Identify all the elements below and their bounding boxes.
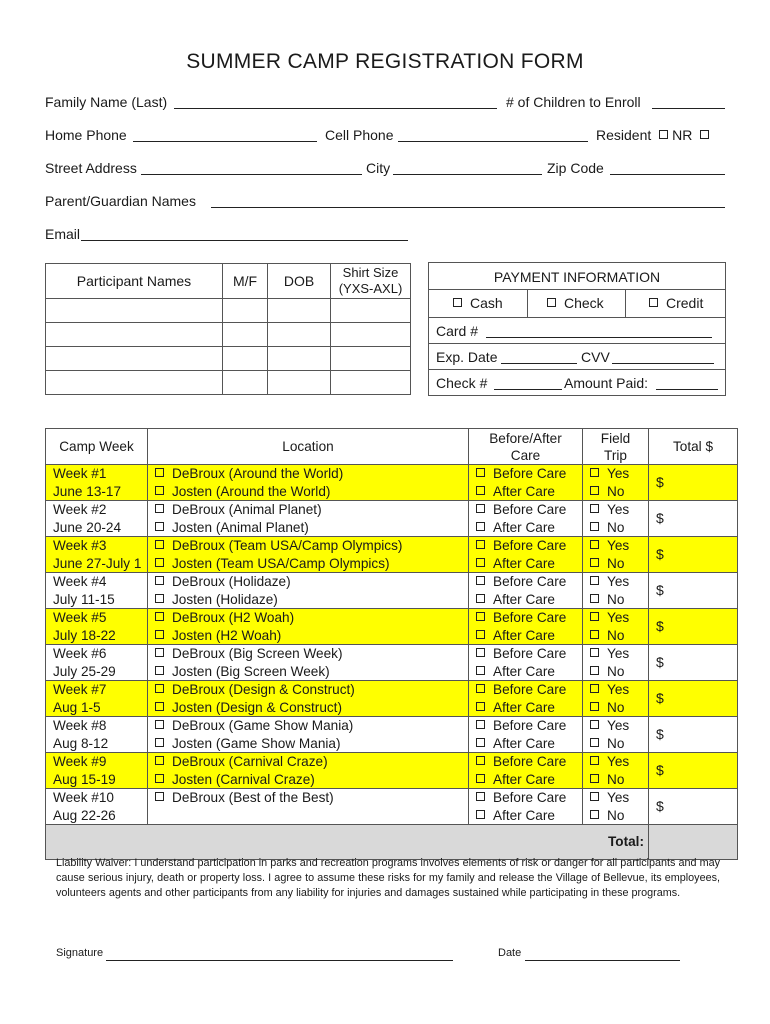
exp-field[interactable]: [501, 363, 577, 364]
zip-label: Zip Code: [547, 160, 604, 176]
col-camp-week: Camp Week: [46, 429, 148, 465]
field-trip-yes[interactable]: Yes: [590, 574, 629, 589]
check-row: [429, 369, 725, 396]
field-trip-yes[interactable]: Yes: [590, 502, 629, 517]
week-dates: July 18-22: [53, 627, 116, 643]
cell-phone-field[interactable]: [398, 141, 588, 142]
care-cell: [469, 501, 583, 537]
location-cell: [148, 645, 469, 681]
location-cell: [148, 501, 469, 537]
location-option[interactable]: DeBroux (Team USA/Camp Olympics): [155, 538, 402, 553]
field-trip-yes[interactable]: Yes: [590, 646, 629, 661]
zip-field[interactable]: [610, 174, 725, 175]
participant-row[interactable]: [46, 371, 411, 395]
location-option[interactable]: Josten (Game Show Mania): [155, 736, 340, 751]
col-location: Location: [148, 429, 469, 465]
week-label: Week #4: [53, 574, 107, 589]
cvv-field[interactable]: [612, 363, 714, 364]
week-total-cell[interactable]: [649, 465, 738, 501]
after-care-option[interactable]: After Care: [476, 520, 555, 535]
location-option[interactable]: Josten (Carnival Craze): [155, 772, 315, 787]
check-option[interactable]: Check: [547, 295, 604, 311]
col-mf: M/F: [223, 264, 268, 299]
field-trip-cell: [583, 465, 649, 501]
form-title: SUMMER CAMP REGISTRATION FORM: [186, 50, 584, 73]
location-option[interactable]: Josten (Animal Planet): [155, 520, 309, 535]
street-field[interactable]: [141, 174, 362, 175]
cell-phone-label: Cell Phone: [325, 127, 394, 143]
after-care-option[interactable]: After Care: [476, 628, 555, 643]
location-cell: [148, 717, 469, 753]
field-trip-no[interactable]: No: [590, 520, 624, 535]
col-dob: DOB: [268, 264, 331, 299]
dollar-sign: $: [656, 797, 664, 814]
field-trip-cell: [583, 573, 649, 609]
location-option[interactable]: DeBroux (Best of the Best): [155, 790, 334, 805]
week-dates: Aug 15-19: [53, 771, 116, 787]
card-field[interactable]: [486, 337, 712, 338]
family-name-label: Family Name (Last): [45, 94, 168, 110]
field-trip-no[interactable]: No: [590, 772, 624, 787]
before-care-option[interactable]: Before Care: [476, 790, 566, 805]
col-participant-names: Participant Names: [46, 264, 223, 299]
field-trip-no[interactable]: No: [590, 592, 624, 607]
field-trip-no[interactable]: No: [590, 736, 624, 751]
location-option[interactable]: DeBroux (Game Show Mania): [155, 718, 353, 733]
card-label: Card #: [436, 323, 479, 339]
street-label: Street Address: [45, 160, 137, 176]
care-cell: [469, 789, 583, 825]
week-label: Week #7: [53, 682, 107, 697]
camp-week-row: [46, 465, 738, 501]
field-trip-cell: [583, 645, 649, 681]
before-care-option[interactable]: Before Care: [476, 646, 566, 661]
before-care-option[interactable]: Before Care: [476, 538, 566, 553]
week-cell: [46, 573, 148, 609]
care-cell: [469, 537, 583, 573]
week-total-cell[interactable]: [649, 753, 738, 789]
cvv-label: CVV: [581, 349, 610, 365]
col-total: Total $: [649, 429, 738, 465]
week-total-cell[interactable]: [649, 501, 738, 537]
field-trip-no[interactable]: No: [590, 664, 624, 679]
week-dates: July 11-15: [53, 591, 115, 607]
field-trip-yes[interactable]: Yes: [590, 790, 629, 805]
care-cell: [469, 645, 583, 681]
camp-week-row: [46, 753, 738, 789]
date-label: Date: [498, 947, 522, 959]
signature-field[interactable]: [106, 960, 453, 961]
week-total-cell[interactable]: [649, 645, 738, 681]
care-cell: [469, 681, 583, 717]
camp-week-row: [46, 645, 738, 681]
after-care-option[interactable]: After Care: [476, 592, 555, 607]
week-label: Week #2: [53, 502, 107, 517]
field-trip-no[interactable]: No: [590, 628, 624, 643]
field-trip-cell: [583, 753, 649, 789]
email-label: Email: [45, 226, 81, 242]
amount-label: Amount Paid:: [564, 375, 649, 391]
field-trip-cell: [583, 501, 649, 537]
after-care-option[interactable]: After Care: [476, 736, 555, 751]
card-row: [429, 317, 725, 344]
before-care-option[interactable]: Before Care: [476, 718, 566, 733]
camp-week-row: [46, 717, 738, 753]
field-trip-yes[interactable]: Yes: [590, 754, 629, 769]
after-care-option[interactable]: After Care: [476, 772, 555, 787]
dollar-sign: $: [656, 761, 664, 778]
camp-week-row: [46, 789, 738, 825]
week-cell: [46, 789, 148, 825]
care-cell: [469, 717, 583, 753]
camp-table: [45, 428, 738, 860]
payment-title: PAYMENT INFORMATION: [493, 269, 661, 285]
home-phone-label: Home Phone: [45, 127, 127, 143]
location-option[interactable]: Josten (Around the World): [155, 484, 330, 499]
after-care-option[interactable]: After Care: [476, 700, 555, 715]
participant-row[interactable]: [46, 323, 411, 347]
col-field-trip: Field Trip: [583, 429, 649, 465]
guardian-field[interactable]: [211, 207, 725, 208]
after-care-option[interactable]: After Care: [476, 808, 555, 823]
week-dates: June 20-24: [53, 519, 122, 535]
week-cell: [46, 717, 148, 753]
nr-label: NR: [672, 127, 693, 143]
dollar-sign: $: [656, 473, 664, 490]
field-trip-yes[interactable]: Yes: [590, 466, 629, 481]
dollar-sign: $: [656, 617, 664, 634]
field-trip-cell: [583, 537, 649, 573]
city-field[interactable]: [393, 174, 542, 175]
liability-waiver: Liability Waiver: I understand participation in parks and recreation programs involves elements of risk or danger for all participants and may cause serious injury, death or property loss. I agree to assume these risks for my family and release the Village of Bellevue, its employees, volunteers agents and other participants from any liability for injuries and damages sustained while participating in these programs.: [56, 857, 720, 899]
location-option[interactable]: DeBroux (H2 Woah): [155, 610, 294, 625]
payment-methods: [429, 289, 725, 318]
week-total-cell[interactable]: [649, 537, 738, 573]
shirt-size-range: (YXS-AXL): [338, 281, 403, 296]
week-label: Week #1: [53, 466, 107, 481]
camp-week-row: [46, 573, 738, 609]
exp-row: [429, 343, 725, 370]
total-label: Total:: [46, 825, 649, 860]
week-total-cell[interactable]: [649, 717, 738, 753]
week-dates: June 13-17: [53, 483, 122, 499]
check-no-label: Check #: [436, 375, 488, 391]
week-cell: [46, 609, 148, 645]
children-label: # of Children to Enroll: [506, 94, 641, 110]
location-cell: [148, 537, 469, 573]
week-dates: Aug 22-26: [53, 807, 116, 823]
week-cell: [46, 753, 148, 789]
camp-week-row: [46, 681, 738, 717]
resident-label: Resident: [596, 127, 652, 143]
before-care-option[interactable]: Before Care: [476, 754, 566, 769]
location-option[interactable]: Josten (H2 Woah): [155, 628, 281, 643]
location-cell: [148, 681, 469, 717]
dollar-sign: $: [656, 653, 664, 670]
week-total-cell[interactable]: [649, 573, 738, 609]
participants-table: [45, 263, 411, 395]
before-care-option[interactable]: Before Care: [476, 574, 566, 589]
week-cell: [46, 681, 148, 717]
dollar-sign: $: [656, 689, 664, 706]
week-cell: [46, 465, 148, 501]
home-phone-field[interactable]: [133, 141, 317, 142]
participant-row[interactable]: [46, 299, 411, 323]
dollar-sign: $: [656, 545, 664, 562]
care-cell: [469, 465, 583, 501]
city-label: City: [366, 160, 391, 176]
care-cell: [469, 573, 583, 609]
week-cell: [46, 645, 148, 681]
week-cell: [46, 537, 148, 573]
family-name-field[interactable]: [174, 108, 497, 109]
week-dates: Aug 1-5: [53, 699, 101, 715]
location-cell: [148, 609, 469, 645]
location-option[interactable]: DeBroux (Carnival Craze): [155, 754, 328, 769]
date-field[interactable]: [525, 960, 680, 961]
location-cell: [148, 753, 469, 789]
field-trip-no[interactable]: No: [590, 700, 624, 715]
resident-checkbox[interactable]: [659, 130, 668, 139]
week-label: Week #6: [53, 646, 107, 661]
shirt-size-label: Shirt Size: [342, 265, 399, 280]
location-option[interactable]: Josten (Design & Construct): [155, 700, 342, 715]
nr-checkbox[interactable]: [700, 130, 709, 139]
week-dates: July 25-29: [53, 663, 116, 679]
payment-box: [428, 262, 726, 396]
location-option[interactable]: DeBroux (Holidaze): [155, 574, 291, 589]
amount-field[interactable]: [656, 389, 718, 390]
location-cell: [148, 465, 469, 501]
week-total-cell[interactable]: [649, 681, 738, 717]
after-care-option[interactable]: After Care: [476, 484, 555, 499]
children-field[interactable]: [652, 108, 725, 109]
location-cell: [148, 789, 469, 825]
week-cell: [46, 501, 148, 537]
dollar-sign: $: [656, 581, 664, 598]
guardian-label: Parent/Guardian Names: [45, 193, 196, 209]
before-care-option[interactable]: Before Care: [476, 682, 566, 697]
week-total-cell[interactable]: [649, 789, 738, 825]
exp-label: Exp. Date: [436, 349, 498, 365]
participant-row[interactable]: [46, 347, 411, 371]
grand-total-cell[interactable]: [649, 825, 738, 860]
week-dates: Aug 8-12: [53, 735, 109, 751]
week-label: Week #8: [53, 718, 107, 733]
field-trip-yes[interactable]: Yes: [590, 718, 629, 733]
location-option[interactable]: DeBroux (Animal Planet): [155, 502, 322, 517]
field-trip-no[interactable]: No: [590, 556, 624, 571]
after-care-option[interactable]: After Care: [476, 664, 555, 679]
field-trip-no[interactable]: No: [590, 808, 624, 823]
location-option[interactable]: Josten (Big Screen Week): [155, 664, 330, 679]
field-trip-cell: [583, 609, 649, 645]
field-trip-no[interactable]: No: [590, 484, 624, 499]
col-shirt-size: [331, 264, 411, 299]
week-label: Week #10: [53, 790, 114, 805]
before-care-option[interactable]: Before Care: [476, 610, 566, 625]
week-total-cell[interactable]: [649, 609, 738, 645]
location-option[interactable]: DeBroux (Design & Construct): [155, 682, 355, 697]
location-option[interactable]: DeBroux (Big Screen Week): [155, 646, 343, 661]
field-trip-yes[interactable]: Yes: [590, 538, 629, 553]
field-trip-cell: [583, 789, 649, 825]
location-option[interactable]: Josten (Team USA/Camp Olympics): [155, 556, 390, 571]
check-no-field[interactable]: [494, 389, 562, 390]
field-trip-cell: [583, 717, 649, 753]
week-label: Week #3: [53, 538, 107, 553]
field-trip-yes[interactable]: Yes: [590, 610, 629, 625]
camp-week-row: [46, 501, 738, 537]
week-label: Week #9: [53, 754, 107, 769]
care-cell: [469, 753, 583, 789]
before-care-option[interactable]: Before Care: [476, 502, 566, 517]
field-trip-yes[interactable]: Yes: [590, 682, 629, 697]
dollar-sign: $: [656, 509, 664, 526]
before-care-option[interactable]: Before Care: [476, 466, 566, 481]
care-cell: [469, 609, 583, 645]
email-field[interactable]: [81, 240, 408, 241]
cash-option[interactable]: Cash: [453, 295, 503, 311]
week-dates: June 27-July 1: [53, 555, 142, 571]
col-care: Before/After Care: [469, 429, 583, 465]
camp-week-row: [46, 609, 738, 645]
location-option[interactable]: Josten (Holidaze): [155, 592, 278, 607]
location-option[interactable]: DeBroux (Around the World): [155, 466, 343, 481]
after-care-option[interactable]: After Care: [476, 556, 555, 571]
camp-week-row: [46, 537, 738, 573]
dollar-sign: $: [656, 725, 664, 742]
field-trip-cell: [583, 681, 649, 717]
residency-group: [596, 127, 717, 143]
location-cell: [148, 573, 469, 609]
week-label: Week #5: [53, 610, 107, 625]
signature-label: Signature: [56, 947, 104, 959]
credit-option[interactable]: Credit: [649, 295, 703, 311]
